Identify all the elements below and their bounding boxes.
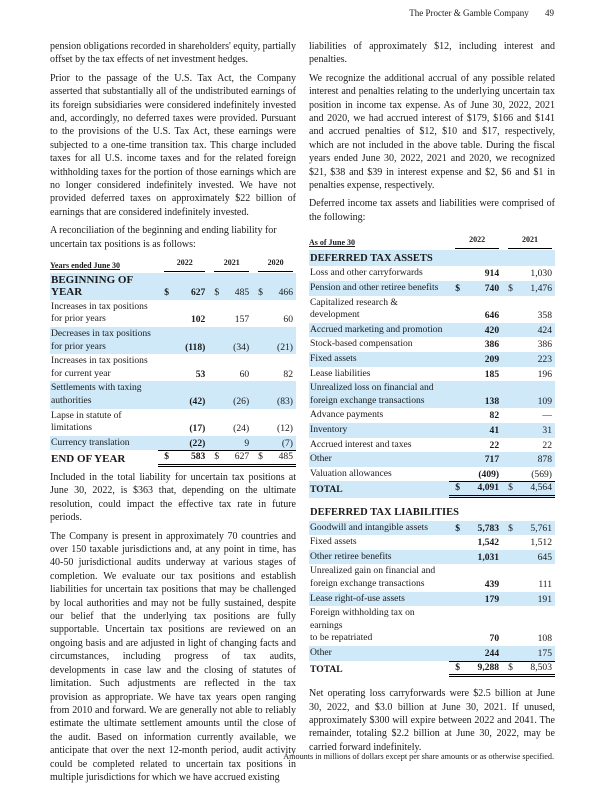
row-label-line: Unrealized loss on financial and	[310, 382, 434, 394]
year-label: 2020	[258, 257, 293, 272]
row-label	[309, 296, 449, 323]
currency-symbol: $	[502, 521, 518, 536]
paragraph: Prior to the passage of the U.S. Tax Act, the Company asserted that substantially all of the undistributed earnings of its foreign subsidiaries were considered indefinitely invested and, accordingly, no deferred taxes were provided. Pursuant to the provisions of the U.S. Tax Act, these earnings were subjected to a one-time transition tax. This charge included taxes for all U.S. income taxes and for the related foreign withholding taxes for the portion of those earnings which are no longer considered indefinitely invested. We have not provided deferred taxes on approximately $22 billion of earnings that are considered indefinitely invested.	[50, 72, 296, 218]
table-row	[309, 281, 555, 296]
row-label-line: Other retiree benefits	[310, 550, 392, 562]
row-label-line: Currency translation	[51, 436, 130, 448]
row-label	[309, 381, 449, 408]
row-label	[309, 266, 449, 281]
row-label-line: Inventory	[310, 424, 348, 435]
year-label: 2022	[455, 234, 499, 249]
paragraph: liabilities of approximately $12, including interest and penalties.	[309, 41, 555, 66]
row-label-line: Accrued interest and taxes	[310, 438, 412, 450]
value-2021: 109	[518, 381, 555, 408]
row-label	[309, 408, 449, 423]
currency-symbol	[449, 266, 465, 281]
value-2022: 1,542	[477, 537, 500, 549]
currency-symbol	[449, 337, 465, 352]
row-label	[309, 564, 449, 591]
column-header-year	[158, 257, 208, 273]
value-2021: (26)	[224, 381, 252, 408]
table-row	[309, 564, 555, 591]
row-label-line: Increases in tax positions	[51, 355, 148, 367]
currency-symbol	[208, 354, 224, 381]
currency-symbol: $	[208, 273, 224, 300]
row-label	[50, 273, 158, 300]
row-label-line: Other	[310, 646, 332, 658]
currency-symbol	[449, 367, 465, 382]
value-2021: 627	[224, 450, 252, 467]
currency-symbol: $	[502, 481, 518, 498]
table-row	[309, 646, 555, 661]
currency-symbol	[449, 646, 465, 661]
row-label	[309, 367, 449, 382]
row-label-line: Accrued marketing and promotion	[310, 323, 443, 335]
value-2022: 914	[484, 268, 500, 280]
value-2022: 82	[489, 410, 500, 422]
value-2022: 386	[484, 339, 500, 351]
row-label-line: END OF YEAR	[51, 453, 126, 466]
value-2022: 646	[484, 310, 500, 322]
currency-symbol	[449, 352, 465, 367]
row-label	[50, 327, 158, 354]
row-label-line: Goodwill and intangible assets	[310, 521, 429, 533]
row-label-line: TOTAL	[310, 663, 343, 675]
table-header-row	[50, 257, 296, 273]
currency-symbol	[449, 438, 465, 453]
column-header-year	[449, 234, 502, 250]
value-2021: 1,512	[530, 537, 552, 549]
value-2021: (569)	[531, 468, 552, 480]
value-2021: (24)	[233, 423, 250, 435]
row-label	[309, 606, 449, 646]
table-row	[50, 436, 296, 451]
row-label-line: Settlements with taxing	[51, 382, 142, 394]
value-2021: 9	[224, 436, 252, 451]
table-row	[50, 450, 296, 467]
deferred-tax-table	[309, 234, 555, 677]
row-label	[309, 592, 449, 607]
currency-symbol	[502, 452, 518, 467]
currency-symbol: $	[252, 450, 268, 467]
row-label-line: to be repatriated	[310, 632, 373, 644]
paragraph: pension obligations recorded in shareholders' equity, partially offset by the tax effects of net investment hedges.	[50, 41, 296, 66]
row-label-line: for prior years	[51, 340, 106, 352]
value-2020: (83)	[268, 381, 296, 408]
currency-symbol	[502, 438, 518, 453]
value-2020: 60	[283, 314, 293, 326]
year-label: 2022	[164, 257, 205, 272]
row-label	[50, 436, 158, 451]
row-label-line: for current year	[51, 367, 111, 379]
row-label-line: Unrealized gain on financial and	[310, 565, 436, 577]
currency-symbol	[252, 381, 268, 408]
value-2022: 209	[465, 352, 502, 367]
value-2021: 157	[234, 314, 250, 326]
row-label-line: limitations	[51, 422, 93, 434]
paragraph: We recognize the additional accrual of any possible related interest and penalties relating to the underlying uncertain tax position in income tax expense. As of June 30, 2022, 2021 and 2020, we had accrued interest of $179, $166 and $141 and accrued penalties of $12, $10 and $17, respectively, which are not included in the above table. During the fiscal years ended June 30, 2022, 2021 and 2020, we recognized $21, $38 and $39 in interest expense and $2, $6 and $1 in penalties expense, respectively.	[309, 72, 555, 192]
currency-symbol: $	[158, 273, 174, 300]
currency-symbol: $	[252, 273, 268, 300]
year-label: 2021	[508, 234, 552, 249]
table-row	[50, 273, 296, 300]
value-2021: 22	[542, 439, 552, 451]
currency-symbol	[502, 423, 518, 438]
row-label-line: DEFERRED TAX ASSETS	[310, 252, 433, 264]
value-2020: 485	[268, 450, 296, 467]
currency-symbol	[208, 409, 224, 436]
row-label	[309, 352, 449, 367]
right-column	[309, 40, 555, 759]
column-header-year	[502, 234, 555, 250]
value-2021: 878	[518, 452, 555, 467]
row-label-line: Increases in tax positions	[51, 300, 148, 312]
row-label	[309, 323, 449, 338]
paragraph: The Company is present in approximately 70 countries and over 150 taxable jurisdictions and, at any point in time, has 40-50 jurisdictional audits underway at various stages of completion. We evaluate our tax positions and establish liabilities for uncertain tax positions that may be challenged by local authorities and may not be fully sustained, despite our belief that the underlying tax positions are fully supportable. Uncertain tax positions are reviewed on an ongoing basis and are adjusted in light of changing facts and circumstances, including progress of tax audits, developments in case law and the closing of statutes of limitation. Such adjustments are reflected in the tax provision as appropriate. We have tax years open ranging from 2010 and forward. We are generally not able to reliably estimate the ultimate settlement amounts until the close of the audit. Based on information currently available, we anticipate that over the next 12-month period, audit activity could be completed related to uncertain tax positions in multiple jurisdictions for which we have accrued existing	[50, 530, 296, 783]
value-2022: 4,091	[465, 481, 502, 498]
currency-symbol	[449, 323, 465, 338]
value-2021: 1,030	[530, 268, 552, 280]
currency-symbol	[208, 300, 224, 327]
value-2022: 740	[465, 281, 502, 296]
table-row	[50, 327, 296, 354]
left-column	[50, 40, 296, 789]
value-2021: 358	[537, 310, 552, 322]
table-row	[309, 381, 555, 408]
table-row	[50, 409, 296, 436]
table-row	[309, 481, 555, 498]
row-label-line: Loss and other carryforwards	[310, 267, 423, 279]
currency-symbol	[449, 564, 465, 591]
table-row	[309, 606, 555, 646]
page-header	[395, 8, 554, 18]
value-2022: 22	[489, 439, 500, 451]
currency-symbol	[502, 467, 518, 482]
currency-symbol	[449, 467, 465, 482]
value-2021: 8,503	[518, 661, 555, 678]
value-2022: 138	[465, 381, 502, 408]
value-2022: 627	[174, 273, 208, 300]
value-2022: 583	[174, 450, 208, 467]
row-label-line: Decreases in tax positions	[51, 328, 151, 340]
value-2022: 9,288	[465, 661, 502, 678]
currency-symbol: $	[449, 661, 465, 678]
value-2021: —	[542, 410, 552, 422]
row-label	[309, 250, 555, 267]
row-label-line: TOTAL	[310, 484, 343, 496]
currency-symbol	[502, 606, 518, 646]
currency-symbol	[502, 381, 518, 408]
currency-symbol	[449, 423, 465, 438]
row-label-line: foreign exchange transactions	[310, 394, 425, 406]
paragraph: Net operating loss carryforwards were $2.5 billion at June 30, 2022, and $3.0 billion at June 30, 2021. If unused, approximately $300 will expire between 2022 and 2041. The remainder, totaling $2.2 billion at June 30, 2022, may be carried forward indefinitely.	[309, 688, 555, 753]
value-2021: 386	[537, 339, 552, 351]
currency-symbol	[252, 409, 268, 436]
table-row	[309, 337, 555, 352]
row-label-line: for prior years	[51, 313, 106, 325]
value-2022: (22)	[174, 436, 208, 451]
page-footer: Amounts in millions of dollars except per share amounts or as otherwise specified.	[283, 752, 554, 761]
row-label	[309, 481, 449, 498]
currency-symbol	[252, 327, 268, 354]
table-row	[309, 438, 555, 453]
row-label-line: foreign exchange transactions	[310, 577, 425, 589]
row-label	[309, 281, 449, 296]
value-2020: (12)	[277, 423, 293, 435]
value-2022: 70	[489, 633, 500, 645]
value-2022: 41	[465, 423, 502, 438]
year-label: 2021	[214, 257, 249, 272]
row-label	[50, 300, 158, 327]
value-2022: (17)	[189, 423, 206, 435]
uncertain-tax-reconciliation-table	[50, 257, 296, 467]
value-2021: 191	[518, 592, 555, 607]
currency-symbol: $	[502, 661, 518, 678]
value-2022: 185	[484, 368, 500, 380]
table-row	[309, 367, 555, 382]
currency-symbol	[208, 436, 224, 451]
currency-symbol	[502, 646, 518, 661]
table-row	[309, 452, 555, 467]
value-2022: 717	[465, 452, 502, 467]
row-label	[50, 381, 158, 408]
currency-symbol	[502, 535, 518, 550]
row-label	[309, 452, 449, 467]
currency-symbol	[502, 367, 518, 382]
value-2021: 645	[518, 550, 555, 565]
table-row	[309, 352, 555, 367]
row-label-line: Lease right-of-use assets	[310, 592, 405, 604]
table-row	[309, 266, 555, 281]
row-label-line: Capitalized research & development	[310, 296, 398, 321]
value-2020: 82	[283, 368, 293, 380]
row-label-line: DEFERRED TAX LIABILITIES	[310, 506, 459, 518]
value-2022: 102	[190, 314, 206, 326]
page-number: 49	[545, 8, 554, 18]
value-2021: 5,761	[518, 521, 555, 536]
currency-symbol	[158, 300, 174, 327]
row-label	[309, 438, 449, 453]
row-label-line: Advance payments	[310, 409, 384, 421]
table-row	[309, 467, 555, 482]
row-label	[309, 550, 449, 565]
value-2021: 31	[518, 423, 555, 438]
row-label	[309, 646, 449, 661]
company-name: The Procter & Gamble Company	[409, 8, 529, 18]
table-row	[309, 521, 555, 536]
table-row	[309, 423, 555, 438]
column-header-label: As of June 30	[309, 238, 356, 248]
row-label	[50, 354, 158, 381]
currency-symbol	[449, 381, 465, 408]
row-label-line: Pension and other retiree benefits	[310, 282, 439, 294]
currency-symbol	[158, 409, 174, 436]
table-row	[309, 296, 555, 323]
currency-symbol	[502, 323, 518, 338]
table-header-row	[309, 234, 555, 250]
row-label	[309, 467, 449, 482]
value-2021: 223	[518, 352, 555, 367]
table-row	[309, 550, 555, 565]
paragraph: Included in the total liability for uncertain tax positions at June 30, 2022, is $363 that, depending on the ultimate resolution, could impact the effective tax rate in future periods.	[50, 472, 296, 524]
section-header-row	[309, 250, 555, 267]
currency-symbol	[158, 354, 174, 381]
value-2022: 244	[465, 646, 502, 661]
value-2021: 485	[224, 273, 252, 300]
value-2021: 111	[538, 578, 552, 590]
value-2021: 4,564	[518, 481, 555, 498]
column-header-label: Years ended June 30	[50, 261, 121, 271]
currency-symbol	[158, 381, 174, 408]
row-label-line: Fixed assets	[310, 536, 357, 548]
row-label-line: BEGINNING OF YEAR	[51, 273, 133, 299]
table-row	[309, 535, 555, 550]
row-label-line: Foreign withholding tax on earnings	[310, 607, 415, 631]
currency-symbol	[208, 327, 224, 354]
currency-symbol	[449, 535, 465, 550]
value-2021: 60	[239, 368, 250, 380]
value-2022: 53	[195, 368, 206, 380]
currency-symbol	[449, 296, 465, 323]
value-2022: 179	[465, 592, 502, 607]
value-2021: 196	[537, 368, 552, 380]
table-row	[309, 408, 555, 423]
currency-symbol: $	[449, 481, 465, 498]
row-label	[309, 504, 555, 521]
currency-symbol	[502, 550, 518, 565]
value-2022: (42)	[174, 381, 208, 408]
currency-symbol	[502, 266, 518, 281]
currency-symbol	[252, 300, 268, 327]
table-row	[50, 300, 296, 327]
row-label	[309, 521, 449, 536]
value-2021: 108	[537, 633, 552, 645]
row-label	[50, 450, 158, 467]
column-header-year	[208, 257, 252, 273]
currency-symbol: $	[158, 450, 174, 467]
value-2020: (21)	[268, 327, 296, 354]
row-label	[50, 409, 158, 436]
currency-symbol	[502, 592, 518, 607]
value-2022: 1,031	[465, 550, 502, 565]
row-label-line: Lease liabilities	[310, 367, 371, 379]
row-label-line: Lapse in statute of	[51, 409, 122, 421]
currency-symbol	[208, 381, 224, 408]
table-row	[309, 323, 555, 338]
row-label	[309, 423, 449, 438]
table-row	[309, 592, 555, 607]
currency-symbol	[158, 436, 174, 451]
currency-symbol	[502, 352, 518, 367]
currency-symbol: $	[449, 281, 465, 296]
currency-symbol	[449, 408, 465, 423]
currency-symbol	[449, 606, 465, 646]
row-label	[309, 661, 449, 678]
row-label-line: Valuation allowances	[310, 467, 392, 479]
value-2021: 1,476	[518, 281, 555, 296]
currency-symbol: $	[208, 450, 224, 467]
currency-symbol	[252, 436, 268, 451]
value-2022: (118)	[174, 327, 208, 354]
value-2021: 175	[518, 646, 555, 661]
currency-symbol	[502, 564, 518, 591]
value-2022: 439	[484, 578, 500, 590]
row-label	[309, 535, 449, 550]
table-row	[50, 381, 296, 408]
paragraph: A reconciliation of the beginning and ending liability for uncertain tax positions is as follows:	[50, 225, 277, 250]
currency-symbol: $	[449, 521, 465, 536]
table-row	[50, 354, 296, 381]
value-2022: 5,783	[465, 521, 502, 536]
paragraph: Deferred income tax assets and liabilities were comprised of the following:	[309, 198, 555, 223]
value-2022: 420	[465, 323, 502, 338]
currency-symbol	[502, 296, 518, 323]
currency-symbol: $	[502, 281, 518, 296]
column-header-year	[252, 257, 296, 273]
value-2020: (7)	[268, 436, 296, 451]
row-label	[309, 337, 449, 352]
value-2021: 424	[518, 323, 555, 338]
row-label-line: authorities	[51, 395, 92, 407]
currency-symbol	[449, 592, 465, 607]
value-2020: 466	[268, 273, 296, 300]
currency-symbol	[449, 550, 465, 565]
currency-symbol	[502, 337, 518, 352]
row-label-line: Stock-based compensation	[310, 338, 413, 350]
value-2021: (34)	[224, 327, 252, 354]
currency-symbol	[252, 354, 268, 381]
value-2022: (409)	[478, 468, 500, 480]
section-header-row	[309, 504, 555, 521]
row-label-line: Other	[310, 453, 332, 465]
currency-symbol	[449, 452, 465, 467]
row-label-line: Fixed assets	[310, 353, 357, 365]
table-row	[309, 661, 555, 678]
currency-symbol	[502, 408, 518, 423]
currency-symbol	[158, 327, 174, 354]
